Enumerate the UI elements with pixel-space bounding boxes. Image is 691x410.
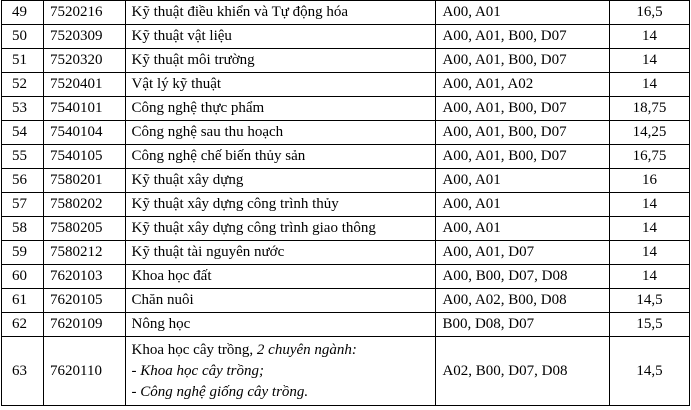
major-code-cell: 7520309 xyxy=(44,25,125,49)
table-row xyxy=(2,193,690,217)
table-body xyxy=(2,1,690,406)
major-name-cell: Kỹ thuật xây dựng công trình giao thông xyxy=(125,217,436,241)
cutoff-score-cell: 15,5 xyxy=(610,313,690,337)
cutoff-score-cell: 14 xyxy=(610,73,690,97)
row-number-cell: 63 xyxy=(2,337,44,406)
subject-combination-cell: A00, A01, D07 xyxy=(436,241,610,265)
row-number-cell: 51 xyxy=(2,49,44,73)
major-name-cell: Chăn nuôi xyxy=(125,289,436,313)
subject-combination-cell: A00, A01 xyxy=(436,217,610,241)
major-name-cell: Nông học xyxy=(125,313,436,337)
cutoff-score-cell: 16,75 xyxy=(610,145,690,169)
subject-combination-cell: A00, A01, B00, D07 xyxy=(436,97,610,121)
major-code-cell: 7520216 xyxy=(44,1,125,25)
table-row xyxy=(2,337,690,406)
table-row xyxy=(2,121,690,145)
row-number-cell: 55 xyxy=(2,145,44,169)
subject-combination-cell: A00, A01 xyxy=(436,1,610,25)
row-number-cell: 62 xyxy=(2,313,44,337)
major-code-cell: 7540105 xyxy=(44,145,125,169)
cutoff-score-cell: 14,5 xyxy=(610,337,690,406)
major-name-text: Khoa học cây trồng, xyxy=(131,341,257,358)
table-row xyxy=(2,289,690,313)
major-code-cell: 7620109 xyxy=(44,313,125,337)
cutoff-score-cell: 14,5 xyxy=(610,289,690,313)
table-row xyxy=(2,97,690,121)
row-number-cell: 61 xyxy=(2,289,44,313)
subject-combination-cell: A00, A01, B00, D07 xyxy=(436,145,610,169)
cutoff-score-cell: 14 xyxy=(610,193,690,217)
major-name-cell: Kỹ thuật tài nguyên nước xyxy=(125,241,436,265)
row-number-cell: 60 xyxy=(2,265,44,289)
cutoff-score-cell: 14,25 xyxy=(610,121,690,145)
row-number-cell: 52 xyxy=(2,73,44,97)
row-number-cell: 57 xyxy=(2,193,44,217)
major-code-cell: 7620103 xyxy=(44,265,125,289)
row-number-cell: 49 xyxy=(2,1,44,25)
major-code-cell: 7620105 xyxy=(44,289,125,313)
major-name-cell: Công nghệ thực phẩm xyxy=(125,97,436,121)
row-number-cell: 54 xyxy=(2,121,44,145)
major-name-main xyxy=(132,340,430,361)
major-name-cell: Kỹ thuật điều khiển và Tự động hóa xyxy=(125,1,436,25)
cutoff-score-cell: 16 xyxy=(610,169,690,193)
cutoff-score-cell: 14 xyxy=(610,25,690,49)
major-code-cell: 7580201 xyxy=(44,169,125,193)
major-name-note: 2 chuyên ngành: xyxy=(256,341,357,358)
cutoff-score-cell: 14 xyxy=(610,265,690,289)
major-code-cell: 7540101 xyxy=(44,97,125,121)
subject-combination-cell: A00, A02, B00, D08 xyxy=(436,289,610,313)
subject-combination-cell: B00, D08, D07 xyxy=(436,313,610,337)
major-name-cell: Khoa học đất xyxy=(125,265,436,289)
specialization-item: - Khoa học cây trồng; xyxy=(131,362,265,379)
major-name-cell: Kỹ thuật xây dựng xyxy=(125,169,436,193)
subject-combination-cell: A00, A01, B00, D07 xyxy=(436,49,610,73)
cutoff-score-cell: 16,5 xyxy=(610,1,690,25)
major-code-cell: 7580212 xyxy=(44,241,125,265)
table-row xyxy=(2,313,690,337)
table-row xyxy=(2,265,690,289)
major-code-cell: 7580205 xyxy=(44,217,125,241)
major-code-cell: 7620110 xyxy=(44,337,125,406)
row-number-cell: 53 xyxy=(2,97,44,121)
cutoff-score-cell: 14 xyxy=(610,217,690,241)
table-row xyxy=(2,73,690,97)
subject-combination-cell: A00, A01, A02 xyxy=(436,73,610,97)
row-number-cell: 59 xyxy=(2,241,44,265)
row-number-cell: 56 xyxy=(2,169,44,193)
major-code-cell: 7580202 xyxy=(44,193,125,217)
table-row xyxy=(2,217,690,241)
major-name-cell: Kỹ thuật vật liệu xyxy=(125,25,436,49)
table-row xyxy=(2,25,690,49)
table-row xyxy=(2,49,690,73)
subject-combination-cell: A00, A01 xyxy=(436,169,610,193)
major-name-cell: Công nghệ sau thu hoạch xyxy=(125,121,436,145)
subject-combination-cell: A00, A01, B00, D07 xyxy=(436,121,610,145)
major-code-cell: 7520320 xyxy=(44,49,125,73)
row-number-cell: 50 xyxy=(2,25,44,49)
table-row xyxy=(2,145,690,169)
admission-score-table xyxy=(1,0,690,406)
major-name-cell: Vật lý kỹ thuật xyxy=(125,73,436,97)
cutoff-score-cell: 14 xyxy=(610,241,690,265)
major-name-cell: Kỹ thuật môi trường xyxy=(125,49,436,73)
specialization-item: - Công nghệ giống cây trồng. xyxy=(131,383,309,400)
major-code-cell: 7520401 xyxy=(44,73,125,97)
subject-combination-cell: A00, A01, B00, D07 xyxy=(436,25,610,49)
table-row xyxy=(2,241,690,265)
row-number-cell: 58 xyxy=(2,217,44,241)
major-name-cell xyxy=(125,337,436,406)
subject-combination-cell: A00, B00, D07, D08 xyxy=(436,265,610,289)
subject-combination-cell: A00, A01 xyxy=(436,193,610,217)
table-row xyxy=(2,1,690,25)
cutoff-score-cell: 18,75 xyxy=(610,97,690,121)
major-name-cell: Công nghệ chế biến thủy sản xyxy=(125,145,436,169)
major-code-cell: 7540104 xyxy=(44,121,125,145)
major-name-cell: Kỹ thuật xây dựng công trình thủy xyxy=(125,193,436,217)
subject-combination-cell: A02, B00, D07, D08 xyxy=(436,337,610,406)
table-row xyxy=(2,169,690,193)
cutoff-score-cell: 14 xyxy=(610,49,690,73)
